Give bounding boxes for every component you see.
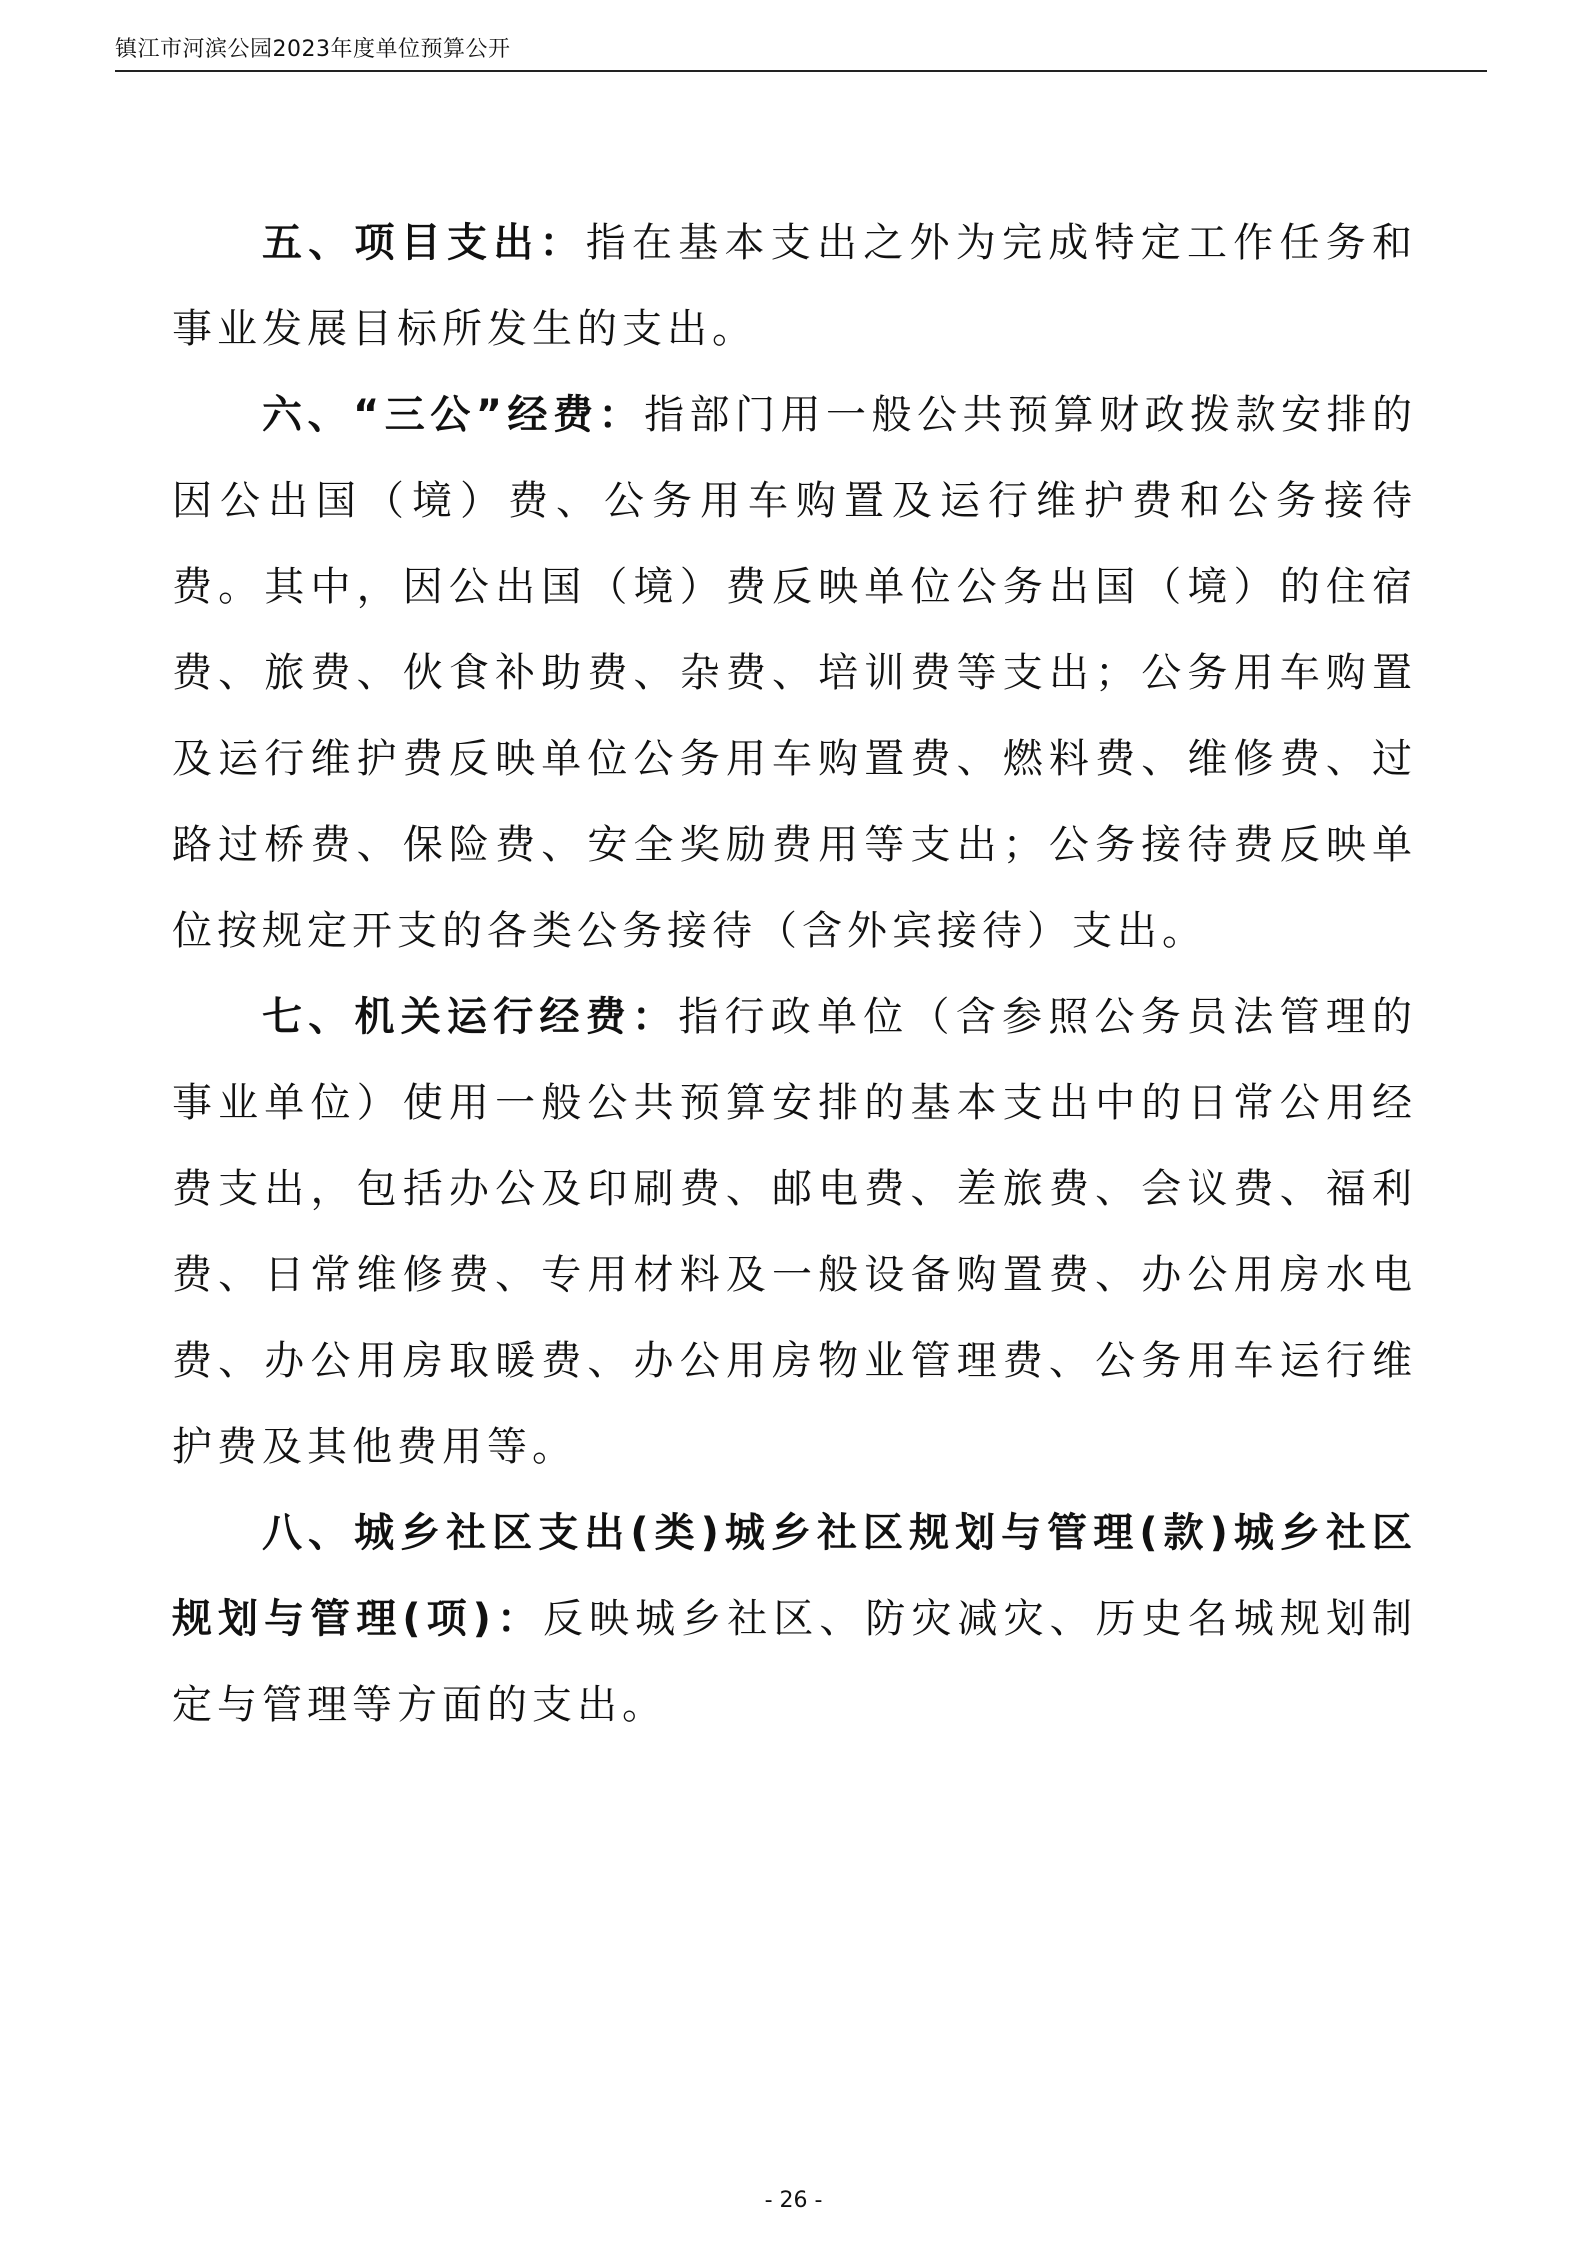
- page-header: [115, 30, 1487, 72]
- paragraph-text: 指在基本支出之外为完成特定工作任务和事业发展目标所发生的支出。: [172, 220, 1417, 352]
- paragraph-urban-rural-community: [172, 1490, 1417, 1748]
- paragraph-text: 指行政单位（含参照公务员法管理的事业单位）使用一般公共预算安排的基本支出中的日常公用经费支出，包括办公及印刷费、邮电费、差旅费、会议费、福利费、日常维修费、专用材料及一般设备购置费、办公用房水电费、办公用房取暖费、办公用房物业管理费、公务用车运行维护费及其他费用等。: [172, 994, 1417, 1470]
- paragraph-text: 反映城乡社区、防灾减灾、历史名城规划制定与管理等方面的支出。: [172, 1596, 1418, 1728]
- paragraph-term: 五、项目支出：: [262, 220, 586, 266]
- header-title: 镇江市河滨公园2023年度单位预算公开: [115, 37, 511, 62]
- paragraph-term: 六、“三公”经费：: [262, 392, 645, 438]
- page-number: - 26 -: [764, 2188, 823, 2213]
- paragraph-term: 八、城乡社区支出(类)城乡社区规划与管理(款)城乡社区规划与管理(项)：: [172, 1510, 1417, 1642]
- document-body: [172, 200, 1417, 1748]
- paragraph-text: 指部门用一般公共预算财政拨款安排的因公出国（境）费、公务用车购置及运行维护费和公务接待费。其中，因公出国（境）费反映单位公务出国（境）的住宿费、旅费、伙食补助费、杂费、培训费等支出；公务用车购置及运行维护费反映单位公务用车购置费、燃料费、维修费、过路过桥费、保险费、安全奖励费用等支出；公务接待费反映单位按规定开支的各类公务接待（含外宾接待）支出。: [172, 392, 1418, 954]
- paragraph-term: 七、机关运行经费：: [262, 994, 679, 1040]
- paragraph-three-public-expenses: [172, 372, 1417, 974]
- paragraph-project-expenditure: [172, 200, 1417, 372]
- paragraph-operating-expenses: [172, 974, 1417, 1490]
